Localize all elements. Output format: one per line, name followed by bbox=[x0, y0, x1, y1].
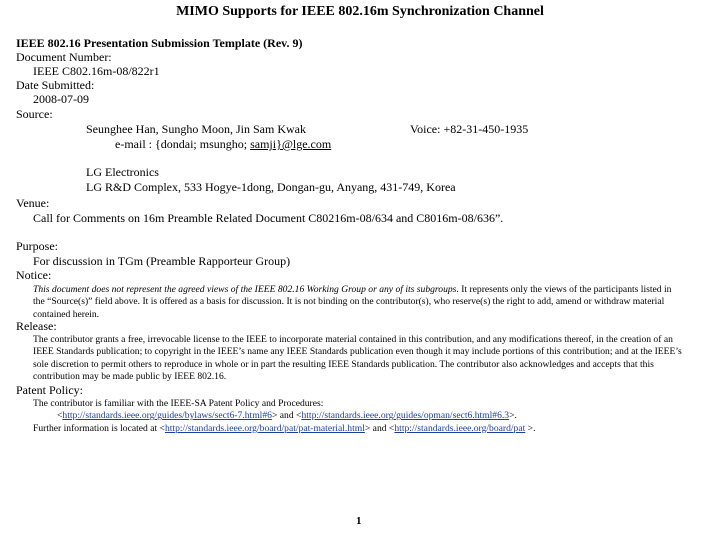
pat-material-link[interactable]: http://standards.ieee.org/board/pat/pat-material.html bbox=[164, 422, 365, 434]
pat-link[interactable]: http://standards.ieee.org/board/pat bbox=[394, 422, 526, 434]
patent-line1: The contributor is familiar with the IEEE-SA Patent Policy and Procedures: bbox=[33, 398, 324, 409]
patent-l3-close: >. bbox=[525, 422, 536, 434]
venue-value: Call for Comments on 16m Preamble Related Document C80216m-08/634 and C8016m-08/636”. bbox=[33, 211, 504, 225]
notice-text bbox=[33, 284, 713, 321]
source-authors: Seunghee Han, Sungho Moon, Jin Sam Kwak bbox=[86, 122, 306, 136]
release-line1: The contributor grants a free, irrevocable license to the IEEE to incorporate material contained in this contribution, and any modifications thereof, in the creation of an bbox=[33, 334, 673, 345]
source-label: Source: bbox=[16, 107, 53, 121]
document-number-value: IEEE C802.16m-08/822r1 bbox=[33, 64, 160, 78]
release-line2: IEEE Standards publication; to copyright in the IEEE’s name any IEEE Standards publication even though it may include portions of this contribution; and at the IEEE’s bbox=[33, 346, 682, 358]
patent-l2-close: >. bbox=[509, 410, 517, 422]
notice-line3: contained herein. bbox=[33, 308, 100, 320]
opman-link[interactable]: http://standards.ieee.org/guides/opman/sect6.html#6.3 bbox=[301, 410, 510, 422]
release-label: Release: bbox=[16, 319, 57, 333]
document-number-label: Document Number: bbox=[16, 50, 112, 64]
release-text bbox=[33, 334, 713, 383]
source-voice: Voice: +82-31-450-1935 bbox=[410, 122, 529, 136]
patent-l3-pre: Further information is located at < bbox=[33, 422, 165, 434]
template-name: IEEE 802.16 Presentation Submission Template (Rev. 9) bbox=[16, 36, 303, 50]
patent-l2-mid: > and < bbox=[271, 410, 302, 422]
page-number: 1 bbox=[356, 515, 362, 527]
release-line4: contribution may be made public by IEEE 802.16. bbox=[33, 370, 227, 382]
source-address: LG R&D Complex, 533 Hogye-1dong, Dongan-gu, Anyang, 431-749, Korea bbox=[86, 180, 456, 194]
page-title: MIMO Supports for IEEE 802.16m Synchronization Channel bbox=[176, 4, 544, 19]
patent-l2-open: < bbox=[57, 410, 63, 422]
date-submitted-label: Date Submitted: bbox=[16, 78, 95, 92]
source-email bbox=[115, 137, 331, 151]
patent-l3-mid: > and < bbox=[364, 422, 395, 434]
source-org: LG Electronics bbox=[86, 165, 159, 179]
release-line3: sole discretion to permit others to reproduce in whole or in part the resulting IEEE Standards publication. The contributor also acknowledges and accepts that this bbox=[33, 358, 654, 370]
bylaws-link[interactable]: http://standards.ieee.org/guides/bylaws/sect6-7.html#6 bbox=[62, 410, 272, 422]
email-prefix: e-mail : {dondai; msungho; bbox=[115, 137, 251, 151]
notice-label: Notice: bbox=[16, 268, 52, 282]
email-link[interactable]: samji}@lge.com bbox=[250, 137, 332, 151]
notice-line2: the “Source(s)” field above. It is offered as a basis for discussion. It is not binding on the contributor(s), who reserve(s) the right to add, amend or withdraw material bbox=[33, 296, 665, 308]
purpose-value: For discussion in TGm (Preamble Rapporteur Group) bbox=[33, 254, 291, 268]
patent-policy-label: Patent Policy: bbox=[16, 383, 83, 397]
notice-line1-rest: . It represents only the views of the participants listed in bbox=[456, 284, 672, 295]
purpose-label: Purpose: bbox=[16, 239, 58, 253]
patent-policy-text bbox=[33, 398, 713, 435]
notice-italic: This document does not represent the agreed views of the IEEE 802.16 Working Group or any of its subgroups bbox=[33, 284, 457, 295]
date-submitted-value: 2008-07-09 bbox=[33, 92, 89, 106]
patent-line3 bbox=[33, 423, 713, 435]
venue-label: Venue: bbox=[16, 196, 50, 210]
patent-line2 bbox=[33, 410, 713, 422]
